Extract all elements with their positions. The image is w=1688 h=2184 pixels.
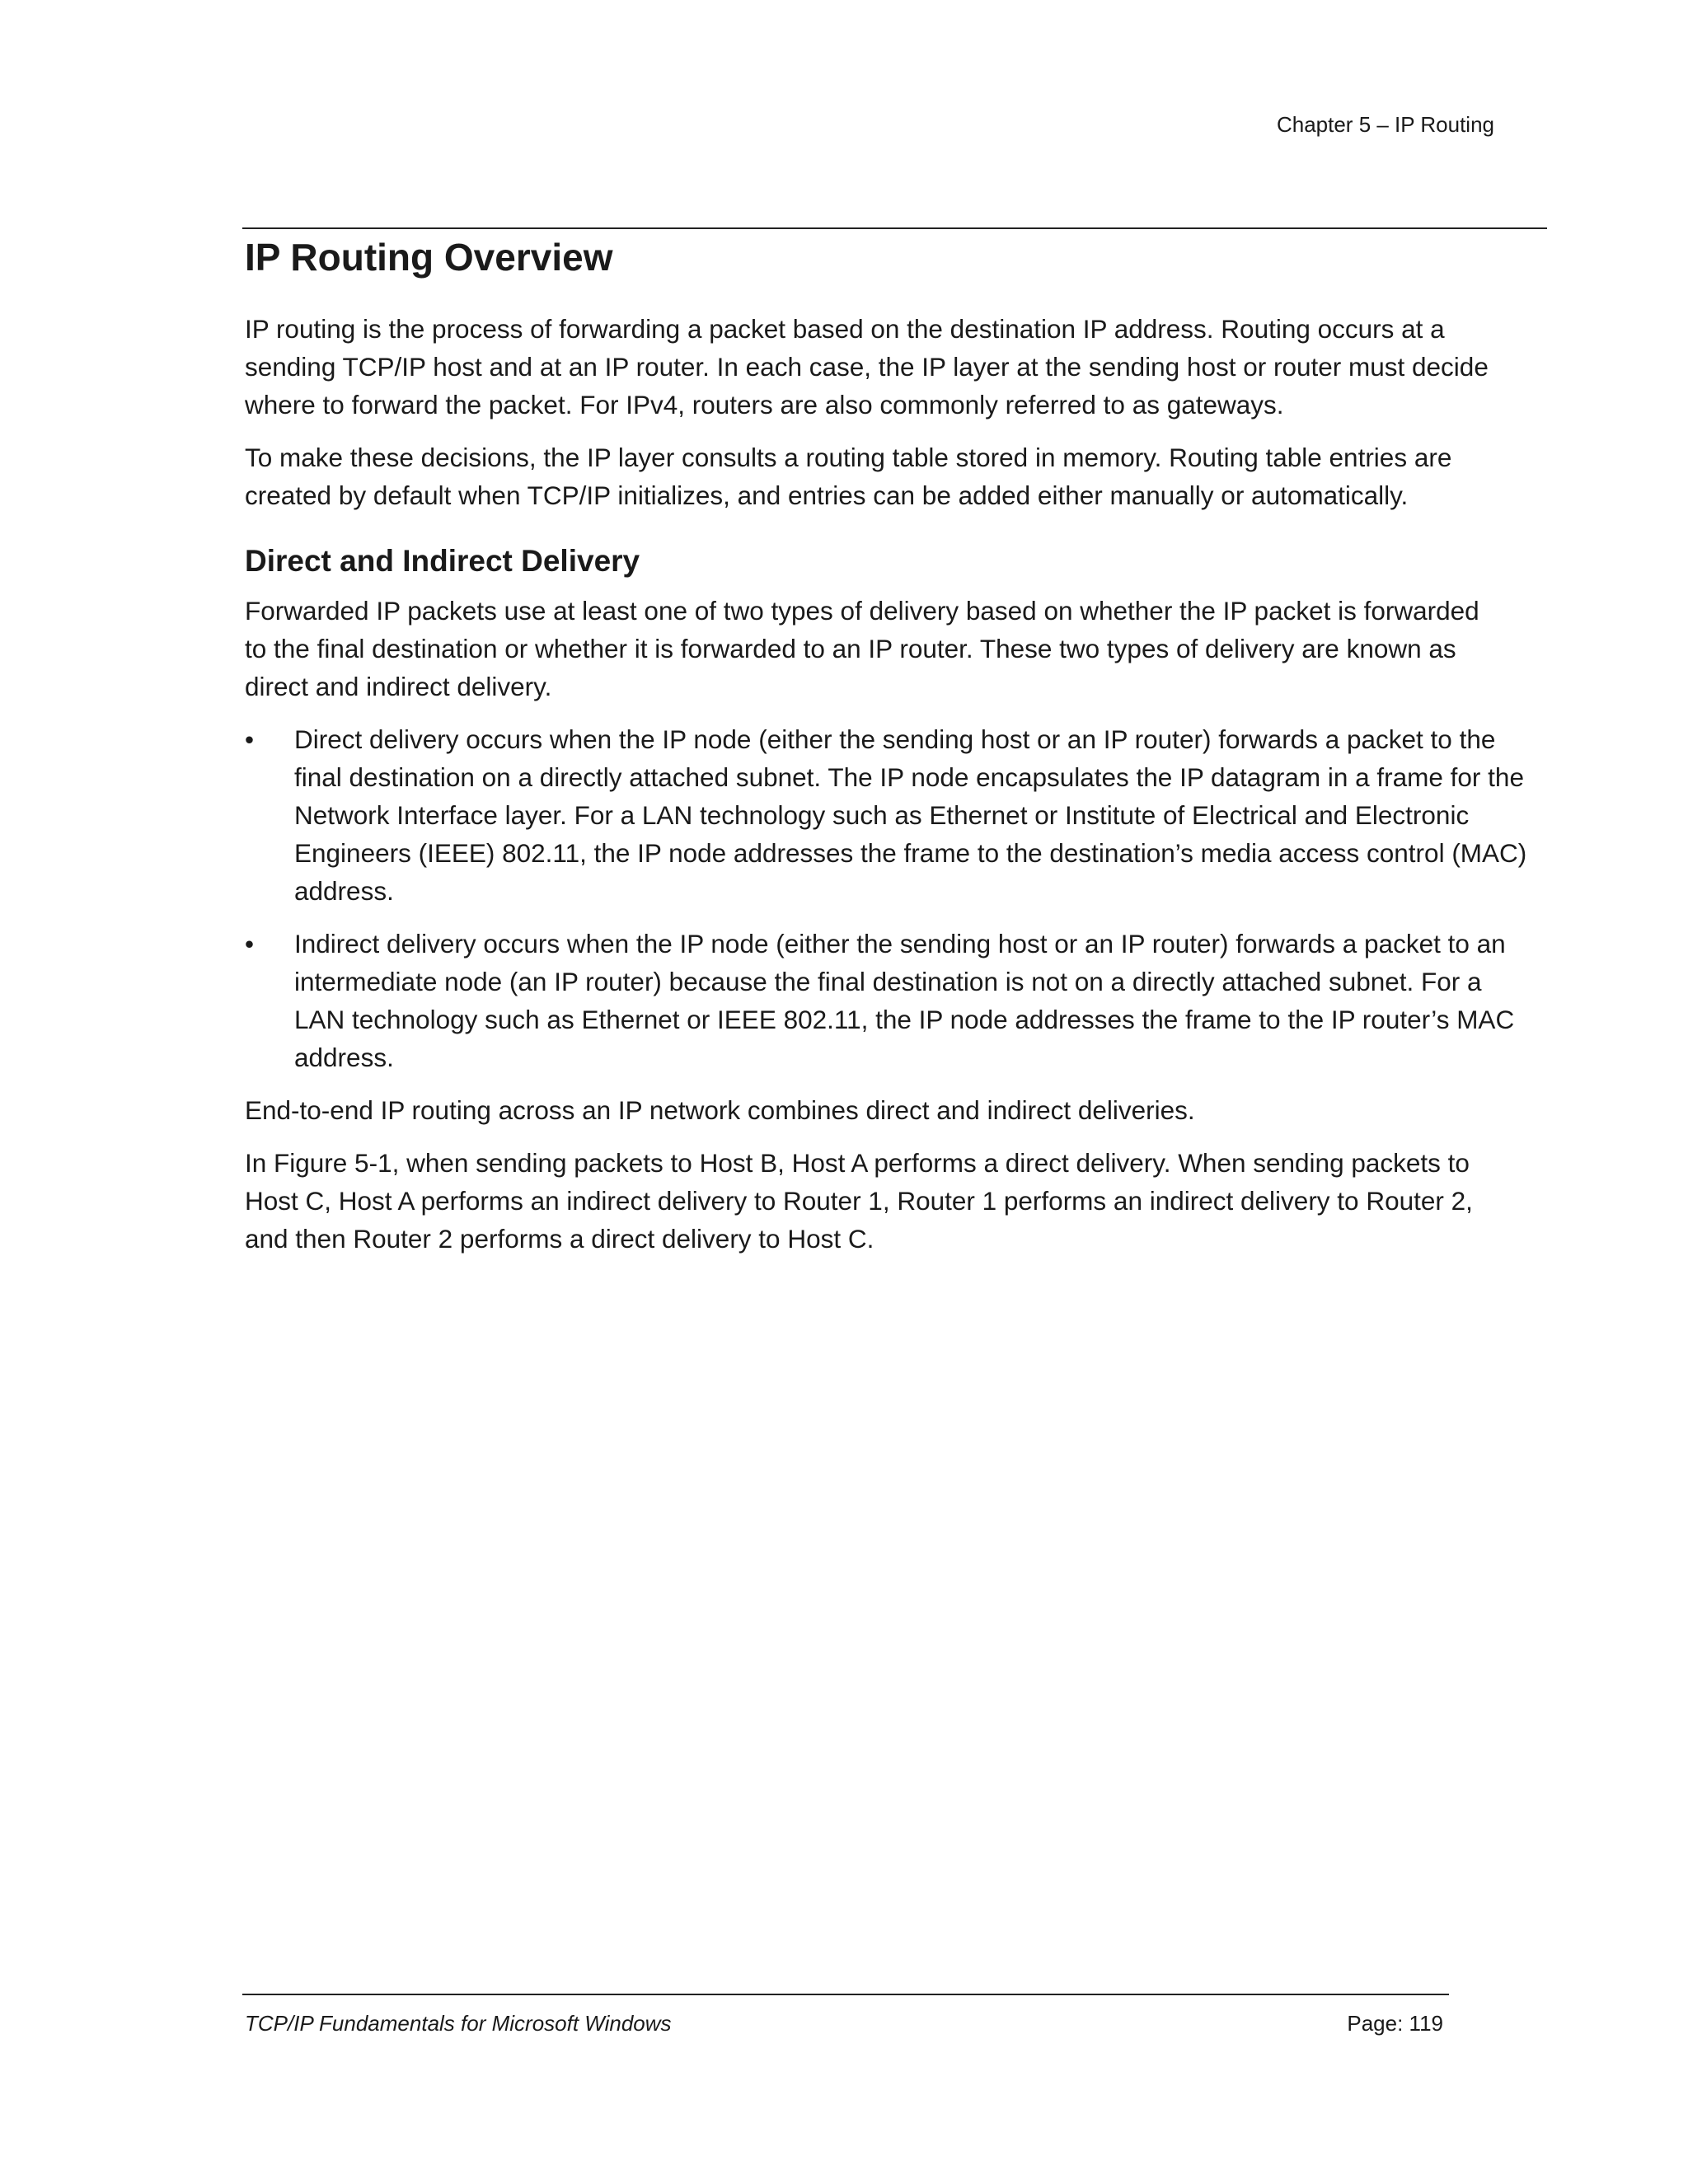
footer-book-title: TCP/IP Fundamentals for Microsoft Windows bbox=[245, 2011, 672, 2036]
heading-rule bbox=[242, 227, 1547, 229]
subsection-title: Direct and Indirect Delivery bbox=[245, 544, 640, 578]
footer-page-number: Page: 119 bbox=[1347, 2011, 1443, 2036]
footer-rule bbox=[242, 1994, 1449, 1995]
page-content bbox=[245, 231, 1547, 1272]
bullet-icon: • bbox=[245, 724, 255, 754]
paragraph: In Figure 5-1, when sending packets to Host B, Host A performs a direct delivery. When sending packets to Host C, Host A performs an indirect delivery to Router 1, Router 1 performs an indirect delivery to Router 2, and then Router 2 performs a direct delivery to Host C. bbox=[245, 1148, 1473, 1254]
section-title: IP Routing Overview bbox=[245, 236, 613, 279]
paragraph: To make these decisions, the IP layer consults a routing table stored in memory. Routing table entries are created by default when TCP/IP initializes, and entries can be added either manually or automatically. bbox=[245, 443, 1452, 510]
paragraph: IP routing is the process of forwarding a packet based on the destination IP address. Routing occurs at a sending TCP/IP host and at an IP router. In each case, the IP layer at the sending host or router must decide where to forward the packet. For IPv4, routers are also commonly referred to as gateways. bbox=[245, 314, 1489, 419]
bullet-list bbox=[245, 720, 1547, 1076]
list-item-text: Indirect delivery occurs when the IP node (either the sending host or an IP router) forwards a packet to an intermediate node (an IP router) because the final destination is not on a directly attached subnet. For a LAN technology such as Ethernet or IEEE 802.11, the IP node addresses the frame to the IP router’s MAC address. bbox=[294, 929, 1515, 1072]
paragraph: End-to-end IP routing across an IP network combines direct and indirect deliveries. bbox=[245, 1095, 1195, 1125]
paragraph: Forwarded IP packets use at least one of two types of delivery based on whether the IP packet is forwarded to the final destination or whether it is forwarded to an IP router. These two types of delivery are known as direct and indirect delivery. bbox=[245, 596, 1479, 701]
list-item bbox=[245, 720, 1531, 910]
list-item-text: Direct delivery occurs when the IP node (either the sending host or an IP router) forwards a packet to the final destination on a directly attached subnet. The IP node encapsulates the IP datagram in a frame for the Network Interface layer. For a LAN technology such as Ethernet or Institute of Electrical and Electronic Engineers (IEEE) 802.11, the IP node addresses the frame to the destination’s media access control (MAC) address. bbox=[294, 724, 1527, 906]
running-header: Chapter 5 – IP Routing bbox=[1276, 112, 1494, 137]
bullet-icon: • bbox=[245, 929, 255, 958]
list-item bbox=[245, 925, 1531, 1076]
